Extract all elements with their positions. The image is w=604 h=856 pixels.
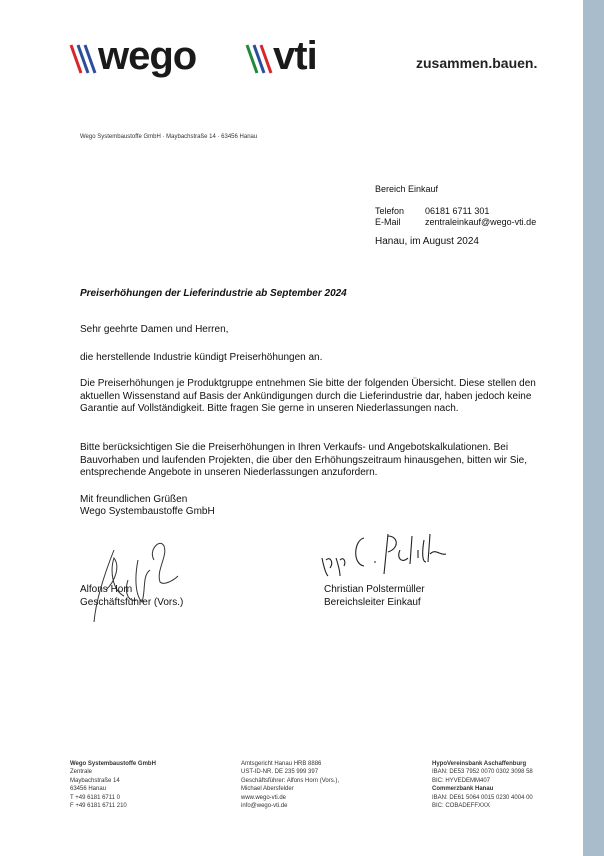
footer-line: Maybachstraße 14 (70, 777, 120, 784)
email-label: E-Mail (375, 217, 401, 227)
signatory-2-name: Christian Polstermüller (324, 584, 425, 595)
footer-line: 63456 Hanau (70, 786, 107, 793)
email-value: zentraleinkauf@wego-vti.de (425, 217, 537, 227)
signature-horn (84, 530, 194, 630)
footer-company (70, 760, 156, 810)
footer-registry (241, 760, 339, 810)
slogan: zusammen.bauen. (416, 55, 538, 71)
footer-line: info@wego-vti.de (241, 803, 288, 810)
footer-line: Amtsgericht Hanau HRB 8886 (241, 761, 322, 767)
signatory-1-title: Geschäftsführer (Vors.) (80, 597, 184, 608)
vti-logo (244, 36, 324, 76)
sender-address-line: Wego Systembaustoffe GmbH · Maybachstraße 14 · 63456 Hanau (80, 134, 258, 140)
wego-logo-text: wego (98, 34, 197, 78)
wego-logo (68, 36, 218, 76)
letter-subject: Preiserhöhungen der Lieferindustrie ab September 2024 (80, 288, 347, 299)
signatory-2-title: Bereichsleiter Einkauf (324, 597, 421, 608)
footer-bank (432, 760, 533, 810)
paragraph-1: die herstellende Industrie kündigt Preiserhöhungen an. (80, 352, 323, 363)
signatory-1-name: Alfons Horn (80, 584, 133, 595)
footer-line: UST-ID-NR. DE 235 999 397 (241, 769, 319, 776)
phone-label: Telefon (375, 206, 405, 216)
footer-line: IBAN: DE53 7952 0070 0302 3098 58 (432, 769, 533, 776)
signature-polstermueller (318, 528, 458, 588)
closing: Mit freundlichen Grüßen (80, 494, 188, 505)
wego-stripes-icon (68, 36, 102, 76)
salutation: Sehr geehrte Damen und Herren, (80, 324, 229, 335)
footer-line: F +49 6181 6711 210 (70, 803, 127, 810)
footer-line: BIC: COBADEFFXXX (432, 803, 491, 810)
footer-line: Wego Systembaustoffe GmbH (70, 761, 156, 767)
footer-line: IBAN: DE61 5064 0015 0230 4004 00 (432, 794, 533, 801)
phone-value: 06181 6711 301 (425, 206, 490, 216)
footer-line: Zentrale (70, 769, 93, 776)
side-stripe (583, 0, 604, 856)
footer-line: T +49 6181 6711 0 (70, 794, 120, 801)
footer-line: www.wego-vti.de (241, 794, 287, 801)
letter-date: Hanau, im August 2024 (375, 236, 479, 247)
footer-line: HypoVereinsbank Aschaffenburg (432, 761, 527, 767)
paragraph-3: Bitte berücksichtigen Sie die Preiserhöhungen in Ihren Verkaufs- und Angebotskalkulationen. Bei Bauvorhaben und laufenden Projekten, die über den Erhöhungszeitraum hinausgehen, bitten wir Sie, entsprechende Angebote in unseren Niederlassungen anzufordern. (80, 442, 527, 478)
footer-line: Commerzbank Hanau (432, 786, 494, 793)
paragraph-2: Die Preiserhöhungen je Produktgruppe entnehmen Sie bitte der folgenden Übersicht. Diese stellen den aktuellen Wissenstand auf Basis der Ankündigungen durch die Lieferindustrie dar, haben jedoch keine Garantie auf Vollständigkeit. Bitte fragen Sie gerne in unseren Niederlassungen nach. (80, 378, 536, 414)
closing-company: Wego Systembaustoffe GmbH (80, 506, 215, 517)
department: Bereich Einkauf (375, 184, 439, 194)
footer-line: BIC: HYVEDEMM407 (432, 777, 491, 784)
vti-logo-text: vti (273, 34, 317, 78)
footer-line: Michael Abersfelder (241, 786, 294, 793)
footer-line: Geschäftsführer: Alfons Horn (Vors.), (241, 777, 340, 784)
